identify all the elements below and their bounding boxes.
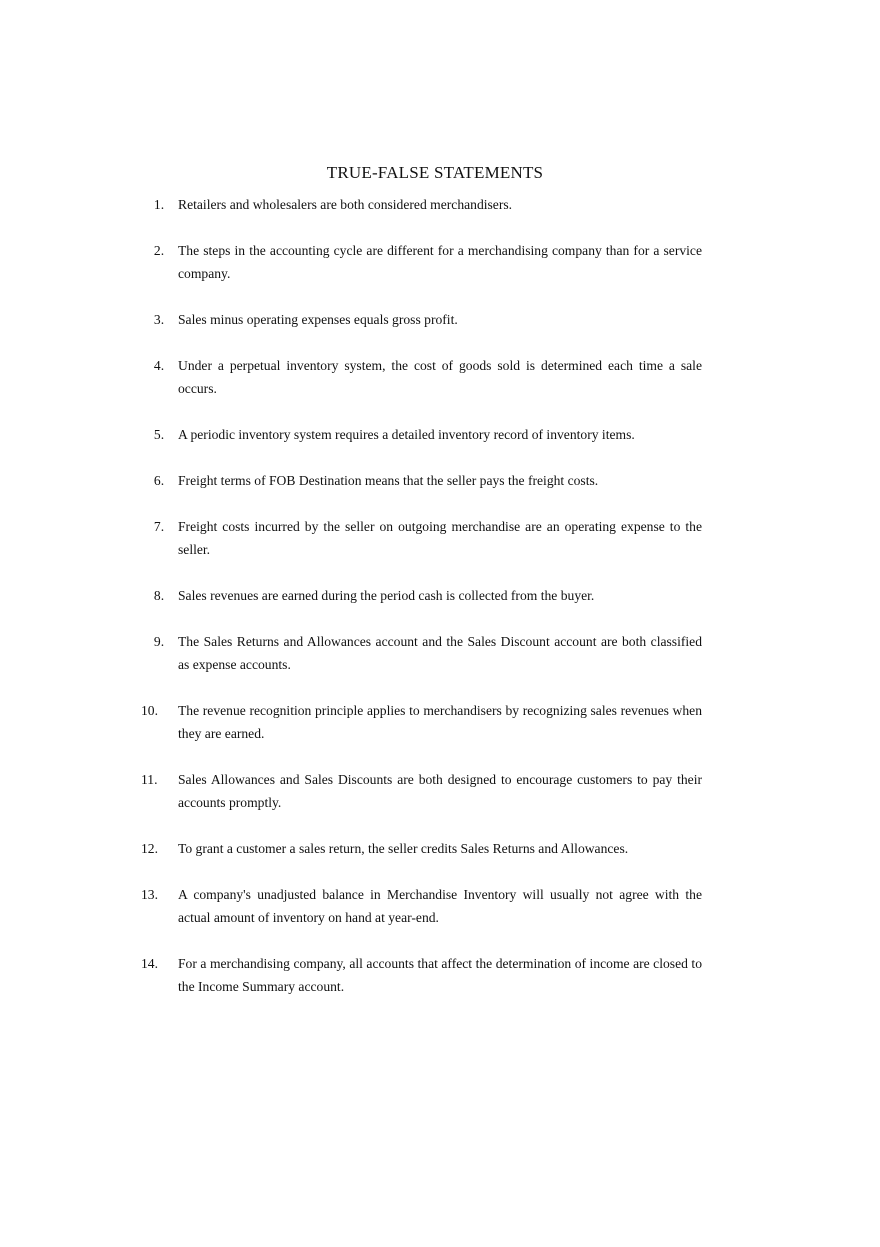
statement-text: Under a perpetual inventory system, the cost of goods sold is determined each time a sale occurs. bbox=[178, 358, 702, 396]
statement-number: 2. bbox=[153, 243, 165, 258]
statement-number: 14. bbox=[141, 956, 158, 971]
statement-item bbox=[140, 699, 702, 745]
statement-item bbox=[140, 308, 702, 331]
statement-number: 4. bbox=[153, 358, 165, 373]
statement-text: The Sales Returns and Allowances account and the Sales Discount account are both classified as expense accounts. bbox=[178, 634, 702, 672]
statement-text: Sales minus operating expenses equals gross profit. bbox=[178, 312, 458, 327]
statement-item bbox=[140, 952, 702, 998]
statement-text: For a merchandising company, all accounts that affect the determination of income are closed to the Income Summary account. bbox=[178, 956, 702, 994]
statement-text: Sales Allowances and Sales Discounts are both designed to encourage customers to pay their accounts promptly. bbox=[178, 772, 702, 810]
statement-number: 10. bbox=[141, 703, 158, 718]
statement-item bbox=[140, 883, 702, 929]
statement-item bbox=[140, 469, 702, 492]
statement-number: 5. bbox=[153, 427, 165, 442]
statement-number: 9. bbox=[153, 634, 165, 649]
statement-number: 12. bbox=[141, 841, 158, 856]
page-title: TRUE-FALSE STATEMENTS bbox=[326, 163, 544, 182]
statement-list bbox=[140, 193, 702, 998]
statement-item bbox=[140, 423, 702, 446]
statement-item bbox=[140, 239, 702, 285]
statement-number: 11. bbox=[141, 772, 158, 787]
statement-text: The steps in the accounting cycle are different for a merchandising company than for a service company. bbox=[178, 243, 702, 281]
statement-text: Sales revenues are earned during the period cash is collected from the buyer. bbox=[178, 588, 595, 603]
statement-item bbox=[140, 630, 702, 676]
statement-item bbox=[140, 584, 702, 607]
statement-item bbox=[140, 837, 702, 860]
statement-number: 7. bbox=[153, 519, 165, 534]
statement-text: A periodic inventory system requires a detailed inventory record of inventory items. bbox=[178, 427, 635, 442]
statement-item bbox=[140, 193, 702, 216]
statement-text: Retailers and wholesalers are both considered merchandisers. bbox=[178, 197, 513, 212]
statement-item bbox=[140, 768, 702, 814]
statement-number: 8. bbox=[153, 588, 165, 603]
statement-text: The revenue recognition principle applies to merchandisers by recognizing sales revenues when they are earned. bbox=[178, 703, 702, 741]
statement-item bbox=[140, 354, 702, 400]
statement-item bbox=[140, 515, 702, 561]
statement-text: Freight terms of FOB Destination means that the seller pays the freight costs. bbox=[178, 473, 599, 488]
statement-text: Freight costs incurred by the seller on outgoing merchandise are an operating expense to the seller. bbox=[178, 519, 702, 557]
statement-number: 13. bbox=[141, 887, 158, 902]
statement-number: 1. bbox=[153, 197, 165, 212]
statement-number: 6. bbox=[153, 473, 165, 488]
statement-number: 3. bbox=[153, 312, 165, 327]
statement-text: A company's unadjusted balance in Merchandise Inventory will usually not agree with the actual amount of inventory on hand at year-end. bbox=[178, 887, 702, 925]
statement-text: To grant a customer a sales return, the seller credits Sales Returns and Allowances. bbox=[178, 841, 629, 856]
